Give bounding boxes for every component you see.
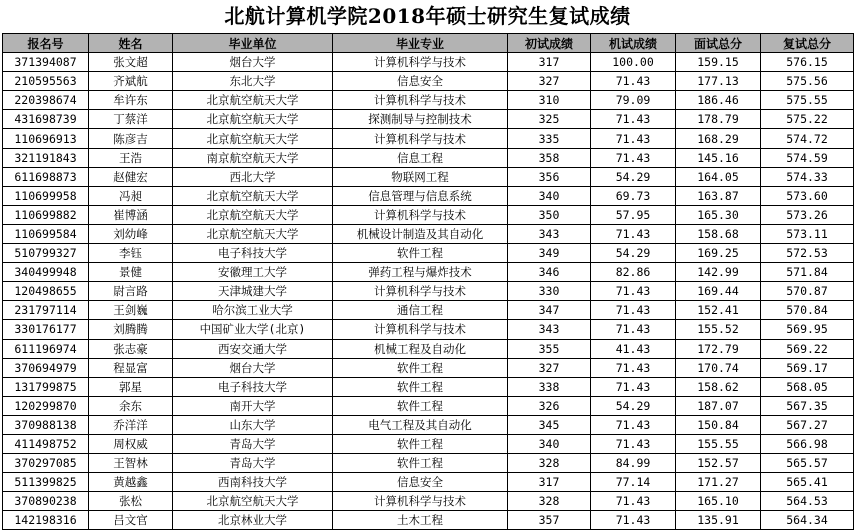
- table-row: [3, 263, 854, 282]
- registration-no-cell: 321191843: [3, 148, 89, 167]
- graduate-school-cell: 安徽理工大学: [173, 263, 333, 282]
- machine-test-score-cell: 71.43: [591, 415, 676, 434]
- name-cell: 王浩: [89, 148, 173, 167]
- registration-no-cell: 511399825: [3, 473, 89, 492]
- machine-test-score-cell: 54.29: [591, 396, 676, 415]
- machine-test-score-cell: 71.43: [591, 72, 676, 91]
- retest-total-cell: 576.15: [761, 53, 854, 72]
- graduate-major-cell: 计算机科学与技术: [333, 91, 508, 110]
- machine-test-score-cell: 100.00: [591, 53, 676, 72]
- interview-total-cell: 152.57: [676, 454, 761, 473]
- retest-total-cell: 574.59: [761, 148, 854, 167]
- graduate-major-cell: 计算机科学与技术: [333, 53, 508, 72]
- table-row: [3, 148, 854, 167]
- retest-total-cell: 566.98: [761, 434, 854, 453]
- graduate-school-cell: 电子科技大学: [173, 244, 333, 263]
- table-row: [3, 339, 854, 358]
- table-row: [3, 91, 854, 110]
- table-row: [3, 186, 854, 205]
- retest-total-cell: 575.22: [761, 110, 854, 129]
- graduate-school-cell: 西安交通大学: [173, 339, 333, 358]
- graduate-school-cell: 南开大学: [173, 396, 333, 415]
- machine-test-score-cell: 69.73: [591, 186, 676, 205]
- graduate-major-cell: 信息管理与信息系统: [333, 186, 508, 205]
- table-row: [3, 301, 854, 320]
- name-cell: 周权威: [89, 434, 173, 453]
- registration-no-cell: 120498655: [3, 282, 89, 301]
- name-cell: 张松: [89, 492, 173, 511]
- table-header-row: [3, 34, 854, 53]
- machine-test-score-cell: 71.43: [591, 358, 676, 377]
- registration-no-cell: 110699882: [3, 205, 89, 224]
- interview-total-cell: 164.05: [676, 167, 761, 186]
- table-row: [3, 244, 854, 263]
- registration-no-cell: 110699958: [3, 186, 89, 205]
- interview-total-cell: 178.79: [676, 110, 761, 129]
- interview-total-cell: 155.52: [676, 320, 761, 339]
- interview-total-cell: 159.15: [676, 53, 761, 72]
- graduate-major-cell: 计算机科学与技术: [333, 205, 508, 224]
- machine-test-score-cell: 71.43: [591, 148, 676, 167]
- registration-no-cell: 231797114: [3, 301, 89, 320]
- name-cell: 张文超: [89, 53, 173, 72]
- retest-total-cell: 570.87: [761, 282, 854, 301]
- machine-test-score-cell: 71.43: [591, 301, 676, 320]
- initial-score-cell: 327: [508, 72, 591, 91]
- name-cell: 刘幼峰: [89, 224, 173, 243]
- graduate-major-cell: 计算机科学与技术: [333, 320, 508, 339]
- machine-test-score-cell: 71.43: [591, 511, 676, 530]
- retest-total-cell: 575.55: [761, 91, 854, 110]
- interview-total-cell: 171.27: [676, 473, 761, 492]
- machine-test-score-cell: 77.14: [591, 473, 676, 492]
- retest-total-cell: 573.26: [761, 205, 854, 224]
- registration-no-cell: 510799327: [3, 244, 89, 263]
- initial-score-cell: 335: [508, 129, 591, 148]
- retest-total-cell: 565.57: [761, 454, 854, 473]
- graduate-major-cell: 计算机科学与技术: [333, 129, 508, 148]
- registration-no-cell: 142198316: [3, 511, 89, 530]
- name-cell: 陈彦吉: [89, 129, 173, 148]
- machine-test-score-cell: 71.43: [591, 320, 676, 339]
- machine-test-score-cell: 71.43: [591, 434, 676, 453]
- graduate-major-cell: 计算机科学与技术: [333, 282, 508, 301]
- machine-test-score-cell: 54.29: [591, 167, 676, 186]
- column-header-name: 姓名: [89, 34, 173, 53]
- retest-total-cell: 569.22: [761, 339, 854, 358]
- name-cell: 冯昶: [89, 186, 173, 205]
- table-row: [3, 434, 854, 453]
- table-row: [3, 492, 854, 511]
- name-cell: 余东: [89, 396, 173, 415]
- graduate-school-cell: 哈尔滨工业大学: [173, 301, 333, 320]
- initial-score-cell: 343: [508, 320, 591, 339]
- retest-total-cell: 565.41: [761, 473, 854, 492]
- name-cell: 崔博涵: [89, 205, 173, 224]
- table-row: [3, 205, 854, 224]
- page-title: 北航计算机学院2018年硕士研究生复试成绩: [224, 4, 631, 28]
- interview-total-cell: 165.30: [676, 205, 761, 224]
- name-cell: 赵健宏: [89, 167, 173, 186]
- graduate-school-cell: 北京林业大学: [173, 511, 333, 530]
- column-header-machine-test-score: 机试成绩: [591, 34, 676, 53]
- column-header-registration-no: 报名号: [3, 34, 89, 53]
- table-row: [3, 396, 854, 415]
- column-header-interview-total: 面试总分: [676, 34, 761, 53]
- retest-total-cell: 575.56: [761, 72, 854, 91]
- table-row: [3, 167, 854, 186]
- registration-no-cell: 611196974: [3, 339, 89, 358]
- graduate-major-cell: 机械工程及自动化: [333, 339, 508, 358]
- initial-score-cell: 310: [508, 91, 591, 110]
- graduate-school-cell: 北京航空航天大学: [173, 186, 333, 205]
- graduate-school-cell: 北京航空航天大学: [173, 492, 333, 511]
- machine-test-score-cell: 71.43: [591, 282, 676, 301]
- table-row: [3, 129, 854, 148]
- graduate-school-cell: 青岛大学: [173, 454, 333, 473]
- graduate-school-cell: 天津城建大学: [173, 282, 333, 301]
- initial-score-cell: 327: [508, 358, 591, 377]
- interview-total-cell: 169.44: [676, 282, 761, 301]
- registration-no-cell: 120299870: [3, 396, 89, 415]
- initial-score-cell: 340: [508, 186, 591, 205]
- table-row: [3, 473, 854, 492]
- initial-score-cell: 358: [508, 148, 591, 167]
- graduate-school-cell: 北京航空航天大学: [173, 110, 333, 129]
- graduate-school-cell: 北京航空航天大学: [173, 224, 333, 243]
- graduate-major-cell: 信息工程: [333, 148, 508, 167]
- interview-total-cell: 158.68: [676, 224, 761, 243]
- machine-test-score-cell: 82.86: [591, 263, 676, 282]
- initial-score-cell: 338: [508, 377, 591, 396]
- machine-test-score-cell: 71.43: [591, 129, 676, 148]
- retest-total-cell: 571.84: [761, 263, 854, 282]
- interview-total-cell: 170.74: [676, 358, 761, 377]
- interview-total-cell: 158.62: [676, 377, 761, 396]
- interview-total-cell: 187.07: [676, 396, 761, 415]
- name-cell: 牟许东: [89, 91, 173, 110]
- graduate-school-cell: 北京航空航天大学: [173, 205, 333, 224]
- table-row: [3, 377, 854, 396]
- registration-no-cell: 220398674: [3, 91, 89, 110]
- initial-score-cell: 343: [508, 224, 591, 243]
- table-row: [3, 72, 854, 91]
- table-row: [3, 511, 854, 530]
- graduate-major-cell: 通信工程: [333, 301, 508, 320]
- initial-score-cell: 340: [508, 434, 591, 453]
- machine-test-score-cell: 79.09: [591, 91, 676, 110]
- column-header-initial-score: 初试成绩: [508, 34, 591, 53]
- initial-score-cell: 347: [508, 301, 591, 320]
- table-row: [3, 358, 854, 377]
- machine-test-score-cell: 71.43: [591, 377, 676, 396]
- registration-no-cell: 131799875: [3, 377, 89, 396]
- graduate-major-cell: 计算机科学与技术: [333, 492, 508, 511]
- table-body: [3, 53, 854, 530]
- name-cell: 景健: [89, 263, 173, 282]
- table-row: [3, 110, 854, 129]
- registration-no-cell: 411498752: [3, 434, 89, 453]
- machine-test-score-cell: 71.43: [591, 224, 676, 243]
- initial-score-cell: 349: [508, 244, 591, 263]
- initial-score-cell: 330: [508, 282, 591, 301]
- retest-total-cell: 567.27: [761, 415, 854, 434]
- retest-total-cell: 564.34: [761, 511, 854, 530]
- graduate-major-cell: 软件工程: [333, 358, 508, 377]
- graduate-major-cell: 物联网工程: [333, 167, 508, 186]
- name-cell: 王智林: [89, 454, 173, 473]
- machine-test-score-cell: 71.43: [591, 110, 676, 129]
- retest-total-cell: 569.17: [761, 358, 854, 377]
- column-header-graduate-school: 毕业单位: [173, 34, 333, 53]
- machine-test-score-cell: 54.29: [591, 244, 676, 263]
- graduate-school-cell: 烟台大学: [173, 358, 333, 377]
- name-cell: 乔洋洋: [89, 415, 173, 434]
- table-row: [3, 282, 854, 301]
- registration-no-cell: 340499948: [3, 263, 89, 282]
- registration-no-cell: 370297085: [3, 454, 89, 473]
- initial-score-cell: 326: [508, 396, 591, 415]
- initial-score-cell: 346: [508, 263, 591, 282]
- retest-total-cell: 572.53: [761, 244, 854, 263]
- graduate-major-cell: 探测制导与控制技术: [333, 110, 508, 129]
- registration-no-cell: 431698739: [3, 110, 89, 129]
- registration-no-cell: 330176177: [3, 320, 89, 339]
- machine-test-score-cell: 71.43: [591, 492, 676, 511]
- graduate-school-cell: 西南科技大学: [173, 473, 333, 492]
- name-cell: 王剑巍: [89, 301, 173, 320]
- table-row: [3, 53, 854, 72]
- retest-total-cell: 564.53: [761, 492, 854, 511]
- retest-total-cell: 573.11: [761, 224, 854, 243]
- interview-total-cell: 142.99: [676, 263, 761, 282]
- graduate-major-cell: 电气工程及其自动化: [333, 415, 508, 434]
- graduate-major-cell: 土木工程: [333, 511, 508, 530]
- registration-no-cell: 370694979: [3, 358, 89, 377]
- initial-score-cell: 328: [508, 492, 591, 511]
- graduate-school-cell: 西北大学: [173, 167, 333, 186]
- table-row: [3, 415, 854, 434]
- initial-score-cell: 317: [508, 53, 591, 72]
- table-row: [3, 454, 854, 473]
- registration-no-cell: 611698873: [3, 167, 89, 186]
- interview-total-cell: 177.13: [676, 72, 761, 91]
- interview-total-cell: 172.79: [676, 339, 761, 358]
- retest-total-cell: 570.84: [761, 301, 854, 320]
- initial-score-cell: 328: [508, 454, 591, 473]
- retest-total-cell: 567.35: [761, 396, 854, 415]
- initial-score-cell: 345: [508, 415, 591, 434]
- name-cell: 张志豪: [89, 339, 173, 358]
- initial-score-cell: 357: [508, 511, 591, 530]
- graduate-school-cell: 北京航空航天大学: [173, 91, 333, 110]
- name-cell: 丁蔡洋: [89, 110, 173, 129]
- graduate-major-cell: 软件工程: [333, 396, 508, 415]
- graduate-school-cell: 电子科技大学: [173, 377, 333, 396]
- graduate-major-cell: 软件工程: [333, 377, 508, 396]
- column-header-retest-total: 复试总分: [761, 34, 854, 53]
- graduate-school-cell: 北京航空航天大学: [173, 129, 333, 148]
- name-cell: 齐斌航: [89, 72, 173, 91]
- interview-total-cell: 150.84: [676, 415, 761, 434]
- initial-score-cell: 355: [508, 339, 591, 358]
- scores-table: [2, 33, 854, 530]
- interview-total-cell: 145.16: [676, 148, 761, 167]
- graduate-major-cell: 软件工程: [333, 434, 508, 453]
- name-cell: 吕文官: [89, 511, 173, 530]
- graduate-school-cell: 东北大学: [173, 72, 333, 91]
- name-cell: 程显富: [89, 358, 173, 377]
- interview-total-cell: 155.55: [676, 434, 761, 453]
- graduate-school-cell: 南京航空航天大学: [173, 148, 333, 167]
- registration-no-cell: 110699584: [3, 224, 89, 243]
- graduate-major-cell: 软件工程: [333, 454, 508, 473]
- interview-total-cell: 165.10: [676, 492, 761, 511]
- initial-score-cell: 350: [508, 205, 591, 224]
- retest-total-cell: 574.33: [761, 167, 854, 186]
- table-row: [3, 320, 854, 339]
- registration-no-cell: 210595563: [3, 72, 89, 91]
- retest-total-cell: 568.05: [761, 377, 854, 396]
- registration-no-cell: 370988138: [3, 415, 89, 434]
- machine-test-score-cell: 41.43: [591, 339, 676, 358]
- graduate-school-cell: 烟台大学: [173, 53, 333, 72]
- graduate-major-cell: 弹药工程与爆炸技术: [333, 263, 508, 282]
- registration-no-cell: 371394087: [3, 53, 89, 72]
- machine-test-score-cell: 84.99: [591, 454, 676, 473]
- column-header-graduate-major: 毕业专业: [333, 34, 508, 53]
- initial-score-cell: 325: [508, 110, 591, 129]
- name-cell: 黄越鑫: [89, 473, 173, 492]
- graduate-major-cell: 软件工程: [333, 244, 508, 263]
- interview-total-cell: 135.91: [676, 511, 761, 530]
- table-row: [3, 224, 854, 243]
- initial-score-cell: 356: [508, 167, 591, 186]
- retest-total-cell: 574.72: [761, 129, 854, 148]
- retest-total-cell: 569.95: [761, 320, 854, 339]
- machine-test-score-cell: 57.95: [591, 205, 676, 224]
- name-cell: 刘腾腾: [89, 320, 173, 339]
- registration-no-cell: 370890238: [3, 492, 89, 511]
- name-cell: 尉言路: [89, 282, 173, 301]
- interview-total-cell: 152.41: [676, 301, 761, 320]
- graduate-school-cell: 山东大学: [173, 415, 333, 434]
- interview-total-cell: 168.29: [676, 129, 761, 148]
- graduate-major-cell: 机械设计制造及其自动化: [333, 224, 508, 243]
- graduate-school-cell: 中国矿业大学(北京): [173, 320, 333, 339]
- graduate-major-cell: 信息安全: [333, 72, 508, 91]
- initial-score-cell: 317: [508, 473, 591, 492]
- name-cell: 李钰: [89, 244, 173, 263]
- interview-total-cell: 186.46: [676, 91, 761, 110]
- name-cell: 郭星: [89, 377, 173, 396]
- interview-total-cell: 169.25: [676, 244, 761, 263]
- retest-total-cell: 573.60: [761, 186, 854, 205]
- registration-no-cell: 110696913: [3, 129, 89, 148]
- graduate-school-cell: 青岛大学: [173, 434, 333, 453]
- graduate-major-cell: 信息安全: [333, 473, 508, 492]
- interview-total-cell: 163.87: [676, 186, 761, 205]
